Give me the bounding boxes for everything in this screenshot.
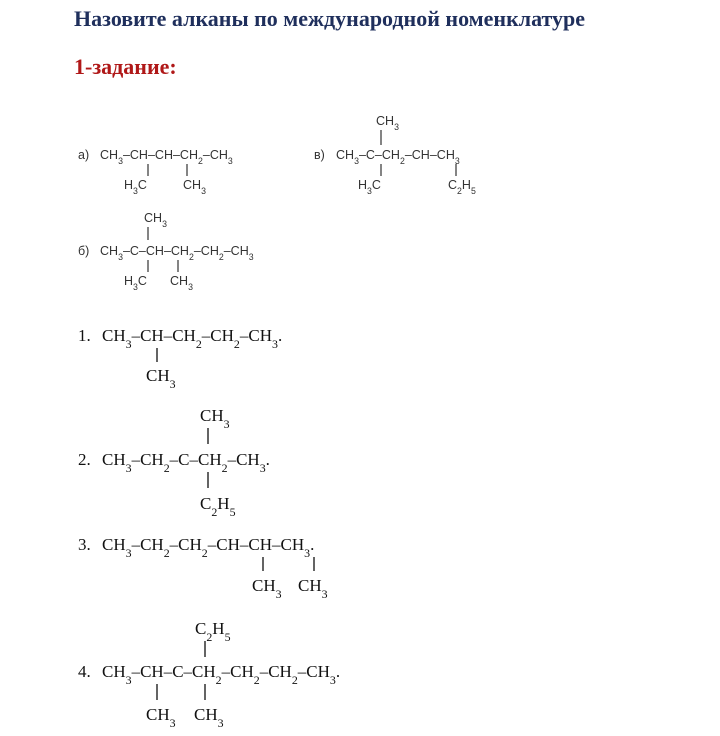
formula-v-top: $CH_3$: [376, 114, 399, 132]
formula-a-sub-left: $H_3C$: [124, 178, 147, 196]
formula-v-label: в): [314, 148, 325, 162]
formula-a-sub-right: $CH_3$: [183, 178, 206, 196]
formula-a: [78, 148, 233, 196]
formula-4-main: $CH_3-CH-C-CH_2-CH_2-CH_2-CH_3$.: [102, 662, 341, 687]
formula-b-label: б): [78, 244, 90, 258]
formula-v: [314, 114, 476, 196]
formula-3-sub-right: $CH_3$: [298, 576, 328, 601]
formula-2-sub: $C_2H_5$: [200, 494, 236, 519]
formula-b: [78, 211, 254, 292]
page-title: Назовите алканы по международной номенклатуре: [74, 6, 586, 31]
formula-v-sub-left: $H_3C$: [358, 178, 381, 196]
task-heading: 1-задание:: [74, 54, 177, 79]
formula-4-top: $C_2H_5$: [195, 619, 231, 644]
formula-4: [78, 619, 340, 730]
formula-b-main: $CH_3-C-CH-CH_2-CH_2-CH_3$: [100, 244, 254, 262]
formula-b-top: $CH_3$: [144, 211, 167, 229]
formula-4-sub-left: $CH_3$: [146, 705, 176, 730]
formula-4-number: 4.: [78, 662, 91, 681]
formula-2-main: $CH_3-CH_2-C-CH_2-CH_3$.: [102, 450, 270, 475]
formula-3: [78, 535, 328, 601]
formula-a-label: а): [78, 148, 90, 162]
formula-v-main: $CH_3-C-CH_2-CH-CH_3$: [336, 148, 460, 166]
formula-3-sub-left: $CH_3$: [252, 576, 282, 601]
formula-2-top: $CH_3$: [200, 406, 230, 431]
formula-3-main: $CH_3-CH_2-CH_2-CH-CH-CH_3$.: [102, 535, 315, 560]
formula-b-sub-right: $CH_3$: [170, 274, 193, 292]
formula-3-number: 3.: [78, 535, 91, 554]
formula-a-main: $CH_3-CH-CH-CH_2-CH_3$: [100, 148, 233, 166]
formula-4-sub-right: $CH_3$: [194, 705, 224, 730]
formula-b-sub-left: $H_3C$: [124, 274, 147, 292]
formula-1: [78, 326, 282, 391]
formula-1-number: 1.: [78, 326, 91, 345]
formula-2: [78, 406, 270, 519]
formula-1-sub: $CH_3$: [146, 366, 176, 391]
formula-2-number: 2.: [78, 450, 91, 469]
formula-v-sub-right: $C_2H_5$: [448, 178, 476, 196]
formula-1-main: $CH_3-CH-CH_2-CH_2-CH_3$.: [102, 326, 283, 351]
